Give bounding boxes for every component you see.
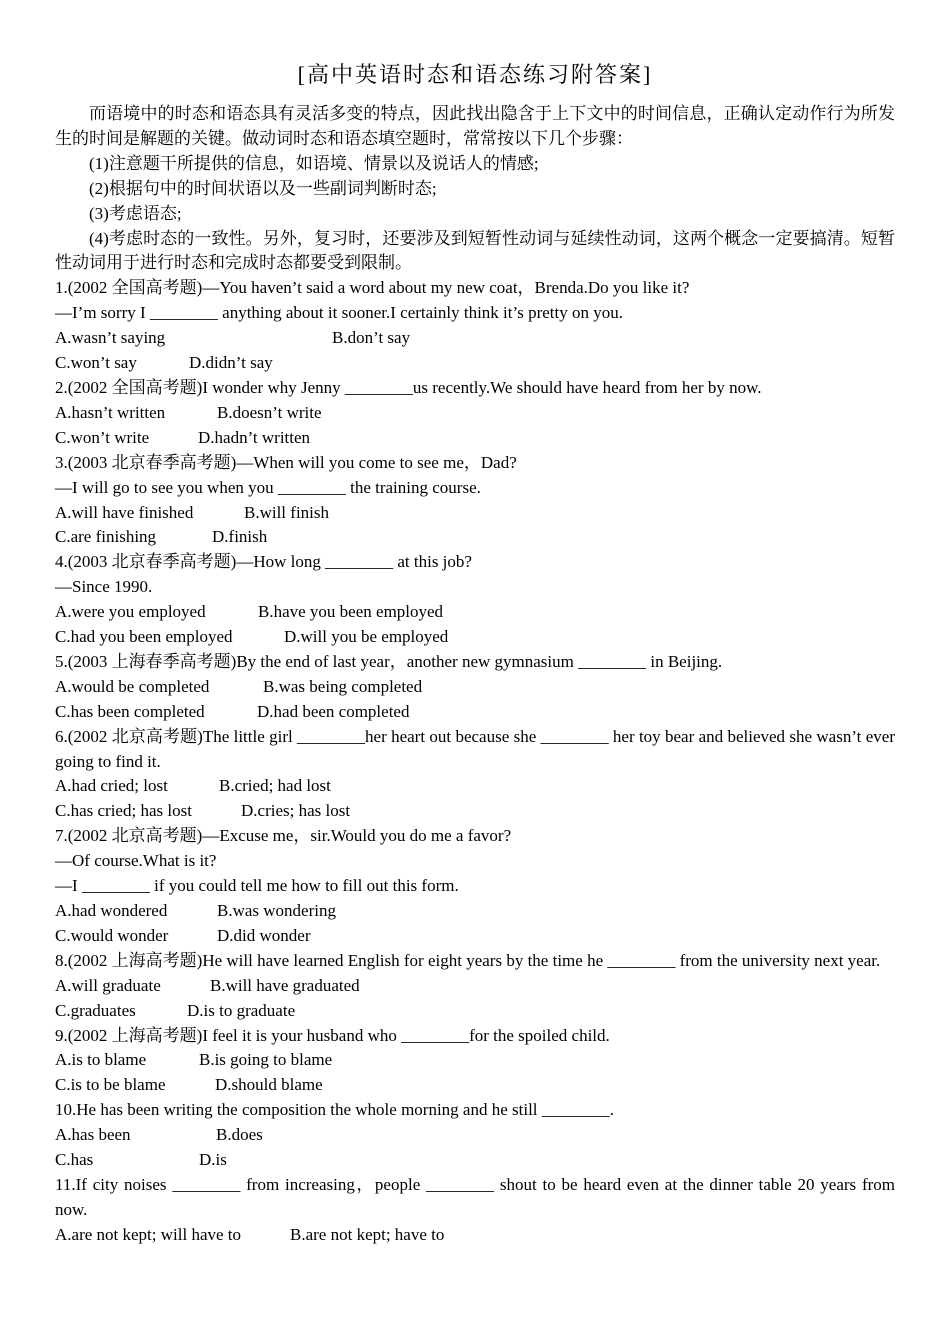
option-d: D.had been completed [257, 701, 410, 721]
question-stem: —I will go to see you when you ________ the training course. [55, 477, 481, 497]
intro-step: (1)注意题干所提供的信息，如语境、情景以及说话人的情感; [89, 153, 539, 173]
option-c: C.are finishing [55, 527, 157, 547]
option-a: A.were you employed [55, 602, 206, 622]
option-d: D.is [199, 1150, 227, 1170]
option-row [55, 774, 895, 799]
option-row [55, 1048, 895, 1073]
option-row [55, 999, 895, 1024]
question-stem: —I’m sorry I ________ anything about it sooner.I certainly think it’s pretty on you. [55, 303, 623, 323]
option-c: C.won’t say [55, 353, 137, 373]
question-stem: —I ________ if you could tell me how to fill out this form. [55, 876, 459, 896]
option-b: B.will have graduated [210, 975, 360, 995]
question-stem: 6.(2002 北京高考题)The little girl ________her heart out because she ________ her toy bear and believed she wasn’t ever going to find it. [55, 726, 895, 771]
option-row [55, 1073, 895, 1098]
intro-paragraph: 而语境中的时态和语态具有灵活多变的特点，因此找出隐含于上下文中的时间信息，正确认定动作行为所发生的时间是解题的关键。做动词时态和语态填空题时，常常按以下几个步骤： [55, 104, 895, 148]
option-c: C.has been completed [55, 701, 205, 721]
option-d: D.cries; has lost [241, 801, 351, 821]
option-row [55, 1123, 895, 1148]
option-b: B.was wondering [217, 901, 336, 920]
option-row [55, 401, 895, 426]
option-row [55, 924, 895, 949]
option-c: C.would wonder [55, 925, 169, 945]
question-stem: 11.If city noises ________ from increasing，people ________ shout to be heard even at the dinner table 20 years from now. [55, 1174, 895, 1219]
option-b: B.doesn’t write [217, 402, 322, 422]
option-row [55, 351, 895, 376]
option-row [55, 1148, 895, 1173]
option-c: C.won’t write [55, 427, 150, 447]
question-stem: 4.(2003 北京春季高考题)—How long ________ at this job? [55, 552, 472, 572]
option-b: B.have you been employed [258, 602, 444, 622]
document-body [55, 102, 895, 1248]
option-a: A.is to blame [55, 1050, 147, 1070]
option-b: B.cried; had lost [219, 776, 331, 796]
question-stem: —Of course.What is it? [55, 851, 217, 871]
option-a: A.had cried; lost [55, 776, 168, 796]
option-row [55, 899, 895, 924]
option-c: C.had you been employed [55, 627, 233, 647]
question-stem: 5.(2003 上海春季高考题)By the end of last year，another new gymnasium ________ in Beijing. [55, 651, 723, 671]
option-a: A.wasn’t saying [55, 328, 166, 348]
option-a: A.has been [55, 1125, 131, 1145]
option-a: A.are not kept; will have to [55, 1224, 242, 1244]
question-stem: 10.He has been writing the composition the whole morning and he still ________. [55, 1100, 615, 1120]
option-b: B.was being completed [263, 676, 423, 696]
option-row [55, 1223, 895, 1248]
option-c: C.has cried; has lost [55, 801, 192, 821]
intro-step: (3)考虑语态; [89, 203, 182, 223]
option-b: B.will finish [244, 502, 330, 522]
option-c: C.has [55, 1150, 94, 1170]
option-row [55, 501, 895, 526]
document-title: [高中英语时态和语态练习附答案] [297, 62, 653, 87]
option-row [55, 525, 895, 550]
option-b: B.does [216, 1125, 263, 1145]
question-stem: 9.(2002 上海高考题)I feel it is your husband who ________for the spoiled child. [55, 1025, 610, 1045]
option-row [55, 625, 895, 650]
option-b: B.is going to blame [199, 1050, 333, 1070]
option-a: A.hasn’t written [55, 402, 166, 422]
option-b: B.don’t say [332, 328, 411, 348]
option-d: D.is to graduate [187, 1000, 296, 1020]
question-stem: 1.(2002 全国高考题)—You haven’t said a word about my new coat，Brenda.Do you like it? [55, 278, 690, 298]
question-stem: 2.(2002 全国高考题)I wonder why Jenny ________us recently.We should have heard from her by now. [55, 377, 762, 397]
option-a: A.will graduate [55, 975, 161, 995]
option-a: A.would be completed [55, 676, 210, 696]
option-row [55, 326, 895, 351]
option-c: C.is to be blame [55, 1075, 166, 1095]
option-row [55, 974, 895, 999]
option-d: D.did wonder [217, 925, 311, 945]
question-stem: 8.(2002 上海高考题)He will have learned English for eight years by the time he ________ from the university next year. [55, 950, 881, 970]
option-row [55, 426, 895, 451]
option-c: C.graduates [55, 1000, 136, 1020]
question-stem: —Since 1990. [55, 577, 153, 597]
intro-step: (2)根据句中的时间状语以及一些副词判断时态; [89, 178, 437, 198]
option-row [55, 700, 895, 725]
option-d: D.didn’t say [189, 353, 273, 373]
option-row [55, 600, 895, 625]
option-d: D.should blame [215, 1075, 323, 1095]
intro-step: (4)考虑时态的一致性。另外，复习时，还要涉及到短暂性动词与延续性动词，这两个概念一定要搞清。短暂性动词用于进行时态和完成时态都要受到限制。 [55, 228, 895, 273]
option-d: D.finish [212, 527, 268, 547]
option-d: D.hadn’t written [198, 427, 311, 447]
question-stem: 7.(2002 北京高考题)—Excuse me，sir.Would you do me a favor? [55, 826, 512, 846]
question-stem: 3.(2003 北京春季高考题)—When will you come to see me，Dad? [55, 452, 517, 472]
option-row [55, 675, 895, 700]
option-b: B.are not kept; have to [290, 1224, 445, 1244]
option-d: D.will you be employed [284, 627, 449, 647]
option-a: A.had wondered [55, 901, 168, 920]
option-row [55, 799, 895, 824]
option-a: A.will have finished [55, 502, 194, 522]
